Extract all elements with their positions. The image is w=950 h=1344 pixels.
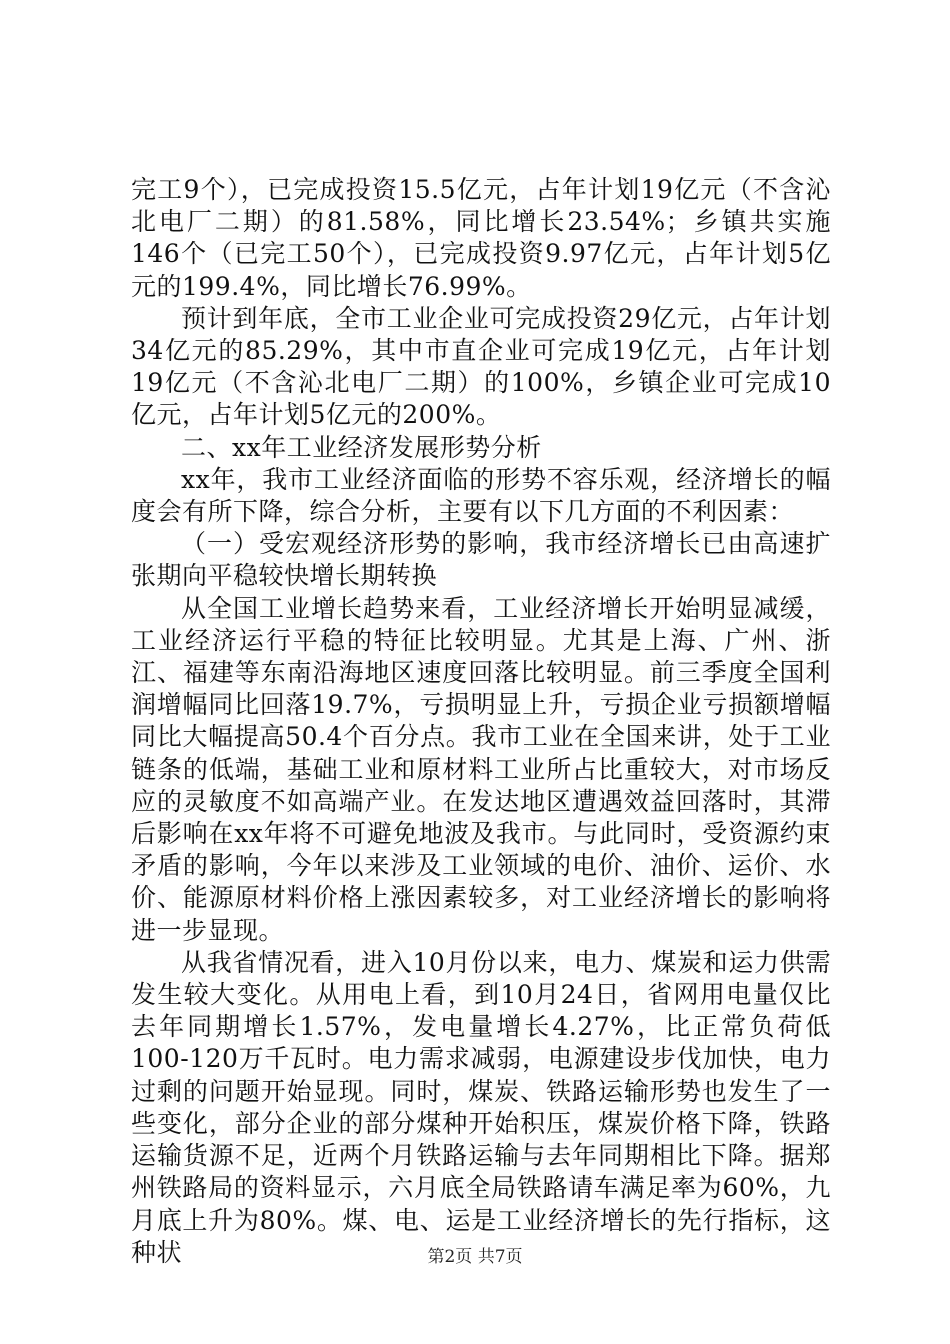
paragraph-outlook-intro: xx年，我市工业经济面临的形势不容乐观，经济增长的幅度会有所下降，综合分析，主要有以下几方面的不利因素：	[131, 464, 831, 527]
subsection-heading: （一）受宏观经济形势的影响，我市经济增长已由高速扩张期向平稳较快增长期转换	[131, 529, 831, 591]
paragraph-national-trend: 从全国工业增长趋势来看，工业经济增长开始明显减缓，工业经济运行平稳的特征比较明显。尤其是上海、广州、浙江、福建等东南沿海地区速度回落比较明显。前三季度全国利润增幅同比回落19.7%，亏损明显上升，亏损企业亏损额增幅同比大幅提高50.4个百分点。我市工业在全国来讲，处于工业链条的低端，基础工业和原材料工业所占比重较大，对市场反应的灵敏度不如高端产业。在发达地区遭遇效益回落时，其滞后影响在xx年将不可避免地波及我市。与此同时，受资源约束矛盾的影响，今年以来涉及工业领域的电价、油价、运价、水价、能源原材料价格上涨因素较多，对工业经济增长的影响将进一步显现。	[131, 593, 831, 945]
section-heading: 二、xx年工业经济发展形势分析	[181, 432, 542, 462]
paragraph-investment-continued: 完工9个），已完成投资15.5亿元，占年计划19亿元（不含沁北电厂二期）的81.58%，同比增长23.54%；乡镇共实施146个（已完工50个），已完成投资9.97亿元，占年计划5亿元的199.4%，同比增长76.99%。	[131, 175, 831, 301]
page-footer: 第2页 共7页	[427, 1247, 523, 1267]
document-body	[131, 174, 831, 1269]
paragraph-province-situation: 从我省情况看，进入10月份以来，电力、煤炭和运力供需发生较大变化。从用电上看，到10月24日，省网用电量仅比去年同期增长1.57%，发电量增长4.27%，比正常负荷低100-120万千瓦时。电力需求减弱，电源建设步伐加快，电力过剩的问题开始显现。同时，煤炭、铁路运输形势也发生了一些变化，部分企业的部分煤种开始积压，煤炭价格下降，铁路运输货源不足，近两个月铁路运输与去年同期相比下降。据郑州铁路局的资料显示，六月底全局铁路请车满足率为60%，九月底上升为80%。煤、电、运是工业经济增长的先行指标，这种状	[131, 947, 831, 1267]
paragraph-year-end-forecast: 预计到年底，全市工业企业可完成投资29亿元，占年计划34亿元的85.29%，其中市直企业可完成19亿元，占年计划19亿元（不含沁北电厂二期）的100%，乡镇企业可完成10亿元，占年计划5亿元的200%。	[131, 303, 831, 430]
